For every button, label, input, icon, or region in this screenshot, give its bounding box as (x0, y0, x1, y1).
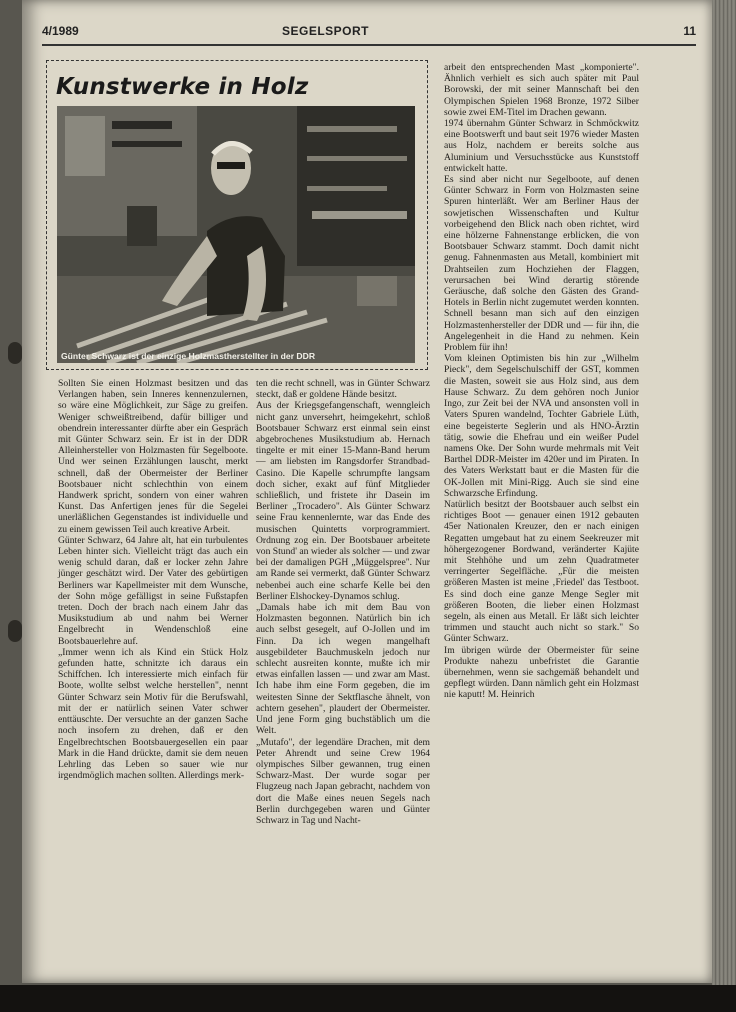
paragraph: Günter Schwarz, 64 Jahre alt, hat ein turbulentes Leben hinter sich. Vielleicht trägt das auch ein wenig schuld daran, daß er locker zehn Jahre jünger geschätzt wird. Der Vater des gebürtigen Berliners war Kapellmeister mit dem Wunsche, der Sohn möge gefälligst in seine Fußstapfen treten. Doch der brach nach einem Jahr das Musikstudium ab und nahm bei Werner Engelbrecht in Wendenschloß eine Bootsbauerlehre auf. (58, 534, 248, 647)
page-number: 11 (683, 24, 696, 38)
article-column-1 (58, 378, 248, 781)
paragraph: Natürlich besitzt der Bootsbauer auch selbst ein richtiges Boot — genauer einen 1912 gebauten 45er Nationalen Kreuzer, den er nach einigen Regatten umgebaut hat zu einem Seekreuzer mit höhergezogener Bordwand, veränderter Kajüte mit Stehhöhe und um zehn Quadratmeter verringerter Segelfläche. „Für die meisten größeren Masten ist meine ‚Friedel' das Testboot. Es sind doch eine ganze Menge Segler mit größeren Booten, die lieber einen Holzmast segeln, als einen aus Metall. Er läßt sich leichter trimmen und staucht auch nicht so stark." So Günter Schwarz. (444, 498, 639, 645)
paragraph: Vom kleinen Optimisten bis hin zur „Wilhelm Pieck", dem Segelschulschiff der GST, kommen die Masten, soweit sie aus Holz sind, aus dem Hause Schwarz. Zu dem gehören noch Junior Ingo, zur Zeit bei der NVA und ansonsten voll in Vaters Spuren wandelnd, Tochter Gabriele Lüth, eine begeisterte Seglerin und als HNO-Ärztin tätig, sowie die Ehefrau und ein weißer Pudel namens Oke. Der Sohn wurde mehrmals mit Veit Barthel DDR-Meister im 420er und im Piraten. In des Vaters Werkstatt baut er die Masten für die OK-Jollen mit Mini-Rigg. Auch sie sind eine Schwarzsche Erfindung. (444, 353, 639, 499)
paragraph: ten die recht schnell, was in Günter Schwarz steckt, daß er goldene Hände besitzt. (256, 378, 430, 401)
paragraph: 1974 übernahm Günter Schwarz in Schmöckwitz eine Bootswerft und baut seit 1976 wieder Masten aus Holz, nachdem er bereits solche aus Aluminium und Versuchsstücke aus Kunststoff entwickelt hatte. (444, 118, 639, 174)
paragraph: „Immer wenn ich als Kind ein Stück Holz gefunden hatte, schnitzte ich daraus ein Schiffchen. Ich interessierte mich einfach für Boote, wollte selbst welche herstellen", nennt Günter Schwarz sein Motiv für die Berufswahl, mit der er natürlich seinen Vater schwer enttäuschte. Der versuchte an der ganzen Sache noch insofern zu drehen, daß er den Engelbrechtschen Bootsbauergesellen ein paar Mark in die Hand drückte, damit sie dem neuen Lehrling das Leben so sauer wie nur irgendmöglich machen sollten. Allerdings merk- (58, 646, 248, 782)
article-title: Kunstwerke in Holz (56, 74, 309, 100)
page-edge-stack (712, 0, 736, 985)
paragraph: Aus der Kriegsgefangenschaft, wenngleich nicht ganz unversehrt, heimgekehrt, schloß Bootsbauer Schwarz erst einmal sein einst abgebrochenes Musikstudium ab. Hernach tingelte er mit einer 15-Mann-Band herum — am liebsten im Rangsdorfer Strandbad-Casino. Die Kapelle schrumpfte langsam doch sicher, exakt auf fünf Mitglieder schließlich, und fristete ihr Dasein im Berliner „Trocadero". Als Günter Schwarz seine Frau kennenlernte, war das Ende des musischen Quintetts vorprogrammiert. Ordnung zog ein. Der Bootsbauer arbeitete von Stund' an wieder als solcher — und zwar bei der damaligen PGH „Müggelspree". Nur am Rande sei vermerkt, daß Günter Schwarz nebenbei auch eine scharfe Kelle bei den Berliner Elshockey-Dynamos schlug. (256, 400, 430, 602)
binding-hole (8, 342, 22, 364)
article-column-2 (256, 378, 430, 826)
paragraph: „Mutafo", der legendäre Drachen, mit dem Peter Ahrendt und seine Crew 1964 olympisches Silber gewannen, trug einen Schwarz-Mast. Der wurde sogar per Flugzeug nach Japan gebracht, nachdem von dort die Maße eines neuen Segels nach Berlin durchgegeben waren und Günter Schwarz in Tag und Nacht- (256, 736, 430, 826)
article-column-3 (444, 62, 639, 701)
paragraph: Im übrigen würde der Obermeister für seine Produkte nahezu unbefristet die Garantie übernehmen, wenn sie sachgemäß behandelt und gepflegt würden. Dann nämlich geht ein Holzmast nie kaputt! M. Heinrich (444, 644, 639, 701)
page-header (42, 22, 696, 42)
paragraph: arbeit den entsprechenden Mast „komponierte". Ähnlich verhielt es sich auch später mit Paul Borowski, der mit seiner Mannschaft bei den Olympischen Spielen 1968 Bronze, 1972 Silber sowie zwei EM-Titel im Drachen gewann. (444, 62, 639, 118)
photo-caption: Günter Schwarz ist der einzige Holzmastherstellter in der DDR (61, 351, 316, 361)
paragraph: Sollten Sie einen Holzmast besitzen und das Verlangen haben, sein Inneres kennenzulernen, so wäre eine Möglichkeit, zur Säge zu greifen. Weniger schweißtreibend, dafür billiger und obendrein interessanter dürfte aber ein Gespräch mit Günter Schwarz sein. Er ist in der DDR Alleinhersteller von Holzmasten für Segelboote. Und wer seinen Erzählungen lauscht, merkt schnell, daß der Obermeister der Berliner Bootsbauer nicht schlechthin von einem Handwerk spricht, sondern von einer wahren Kunst. Das Anfertigen jenes für die Segelei unerläßlichen Gegenstandes ist individuelle und zu einem gewissen Teil auch kreative Arbeit. (58, 378, 248, 535)
issue-number: 4/1989 (42, 24, 79, 38)
article-photo (57, 106, 415, 363)
section-title: SEGELSPORT (282, 24, 370, 38)
paragraph: „Damals habe ich mit dem Bau von Holzmasten begonnen. Natürlich bin ich auch selbst gesegelt, auf O-Jollen und im Finn. Da ich wegen mangelhaft ausgebildeter Bauchmuskeln jedoch nur schlecht ausreiten konnte, mußte ich mir etwas einfallen lassen — und zwar am Mast. Ich habe ihm eine Form gegeben, die im weitesten Sinne der Sektflasche ähnelt, von achtern gesehen", plaudert der Obermeister. Und jene Form ging buchstäblich um die Welt. (256, 602, 430, 737)
workshop-photo-illustration (57, 106, 415, 363)
binding-hole (8, 620, 22, 642)
header-rule (42, 44, 696, 46)
paragraph: Es sind aber nicht nur Segelboote, auf denen Günter Schwarz in Form von Holzmasten seine Spuren hinterläßt. Wer am Berliner Haus der sowjetischen Wissenschaften und Kultur vorbeigehend den Blick nach oben richtet, wird eine hölzerne Fahnenstange erblicken, die von Bootsbauer Schwarz stammt. Doch damit nicht genug. Fahnenmasten aus Metall, kombiniert mit Drahtseilen zum Hochziehen der Flaggen, verursachen bei Wind derartig störende Geräusche, daß solche den Gästen des Grand-Hotels in Berlin nicht zugemutet werden konnten. Schnell besann man sich auf den einzigen Holzmastenhersteller der DDR und — für ihn, die Angelegenheit in die Hand zu nehmen. Kein Problem für ihn! (444, 174, 639, 354)
